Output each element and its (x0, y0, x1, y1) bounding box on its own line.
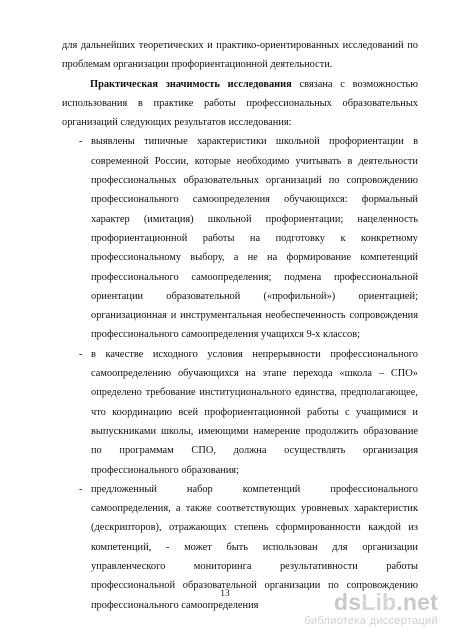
dash-bullet: - (79, 483, 83, 495)
dash-bullet: - (79, 348, 83, 360)
intro-paragraph: для дальнейших теоретических и практико-ориентированных исследований по проблемам организации профориентационной деятельности. (62, 40, 418, 71)
document-page (62, 36, 418, 615)
watermark-ds: ds (333, 589, 362, 615)
list-item (62, 345, 418, 480)
practical-significance-paragraph (62, 75, 418, 133)
list-item (62, 132, 418, 344)
watermark-subtitle: библиотека диссертаций (304, 615, 438, 627)
list-item-text: в качестве исходного условия непрерывности профессионального самоопределению обучающихся на этапе перехода «школа – СПО» определено требование институционального единства, предполагающее, что координацию всей профориентационной работы с учащимися и выпускниками школы, имеющими намерение продолжить образование по программам СПО, должна осуществлять организация профессионального образования; (91, 348, 418, 476)
list-item-text: выявлены типичные характеристики школьной профориентации в современной России, которые необходимо учитывать в деятельности профессиональных образовательных организаций по сопровождению профессионального самоопределения обучающихся: формальный характер (имитация) школьной профориентации; нацеленность профориентационной работы на подготовку к конкретному профессиональному выбору, а не на формирование компетенций профессионального самоопределения; подмена профессиональной ориентации образовательной («профильной») ориентацией; организационная и инструментальная необеспеченность сопровождения профессионального самоопределения учащихся 9-х классов; (91, 136, 418, 341)
page-number: 13 (220, 589, 230, 599)
watermark-wordmark (304, 591, 438, 614)
dash-bullet: - (79, 136, 83, 148)
list-item-text: предложенный набор компетенций профессионального самоопределения, а также соответствующих уровневых характеристик (дескрипторов), отражающих степень сформированности каждой из компетенций, - может быть использован для организации управленческого мониторинга результативности работы профессиональной образовательной организации по сопровождению профессионального самоопределения (91, 483, 418, 611)
watermark-logo[interactable] (304, 591, 438, 627)
watermark-lib: Lib (361, 589, 397, 615)
practical-significance-heading: Практическая значимость исследования (90, 78, 292, 90)
practical-significance-text: связана с возможностью использования в практике работы профессиональных образовательных организаций следующих результатов исследования: (62, 78, 418, 129)
results-list (62, 132, 418, 614)
watermark-net: .net (396, 589, 438, 615)
